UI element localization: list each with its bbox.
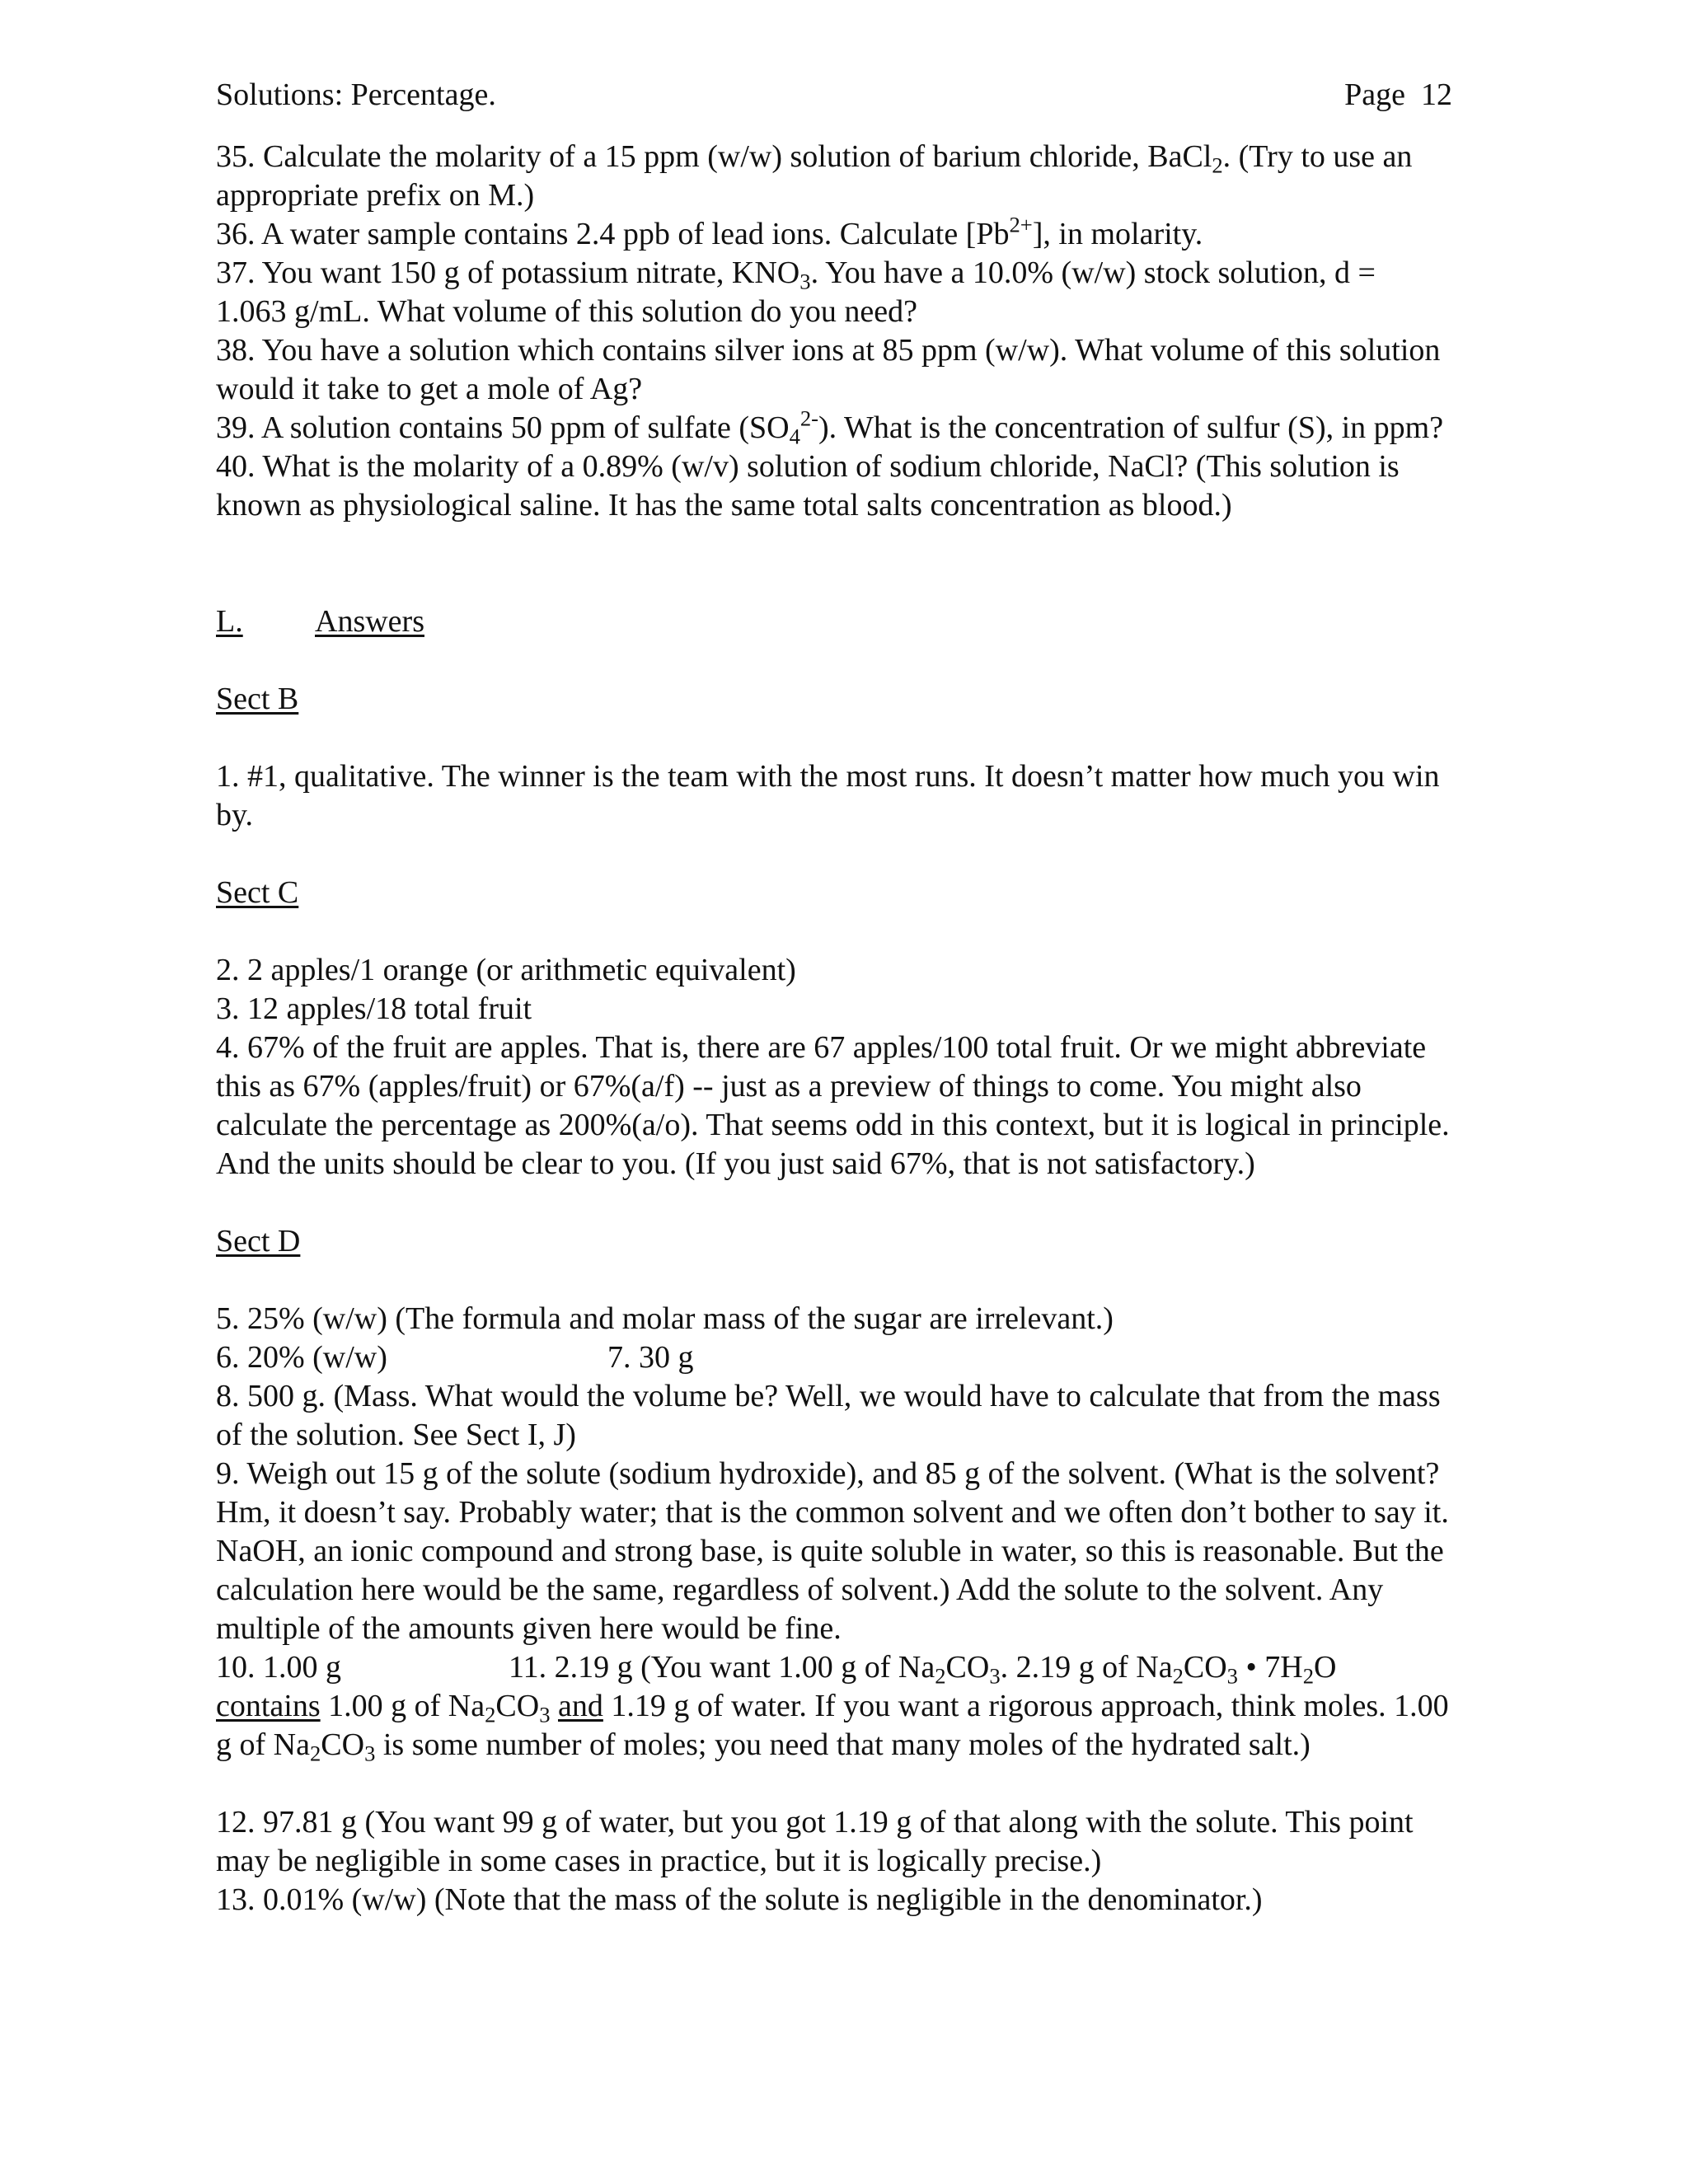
sect-b-heading: Sect B xyxy=(216,682,299,716)
spacer xyxy=(216,719,1452,757)
answer-11-and: and xyxy=(558,1689,603,1723)
problem-40: 40. What is the molarity of a 0.89% (w/v) solution of sodium chloride, NaCl? (This solution is known as physiological saline. It has the same total salts concentration as blood.) xyxy=(216,449,1400,523)
problem-39 xyxy=(216,405,1452,449)
subscript: 2 xyxy=(1212,152,1223,178)
superscript: 2- xyxy=(799,405,819,431)
answer-11-text: CO xyxy=(495,1689,540,1723)
spacer xyxy=(216,1765,1452,1803)
answer-1: 1. #1, qualitative. The winner is the team with the most runs. It doesn’t matter how much you win by. xyxy=(216,759,1440,832)
problem-37 xyxy=(216,254,1452,331)
subscript: 4 xyxy=(789,424,800,449)
answer-11-contains: contains xyxy=(216,1689,321,1723)
answer-11-text: . 2.19 g of Na xyxy=(1000,1650,1173,1685)
answer-10: 10. 1.00 g xyxy=(216,1650,341,1685)
subscript: 3 xyxy=(539,1702,551,1727)
subscript: 2 xyxy=(935,1663,946,1689)
answer-12: 12. 97.81 g (You want 99 g of water, but you got 1.19 g of that along with the solute. This point may be negligible in some cases in practice, but it is logically precise.) xyxy=(216,1805,1414,1878)
page-header xyxy=(216,76,1452,115)
page-label: Page xyxy=(1344,77,1405,112)
answer-11-text: • 7H xyxy=(1237,1650,1303,1685)
answer-11-text: 11. 2.19 g (You want 1.00 g of Na xyxy=(509,1650,935,1685)
spacer xyxy=(216,912,1452,951)
answer-7: 7. 30 g xyxy=(607,1340,694,1375)
answer-11-text: 1.19 g of water. If you want a rigorous approach, think moles. 1.00 g of Na xyxy=(216,1689,1449,1762)
answers-10-11 xyxy=(216,1648,1452,1765)
subscript: 2 xyxy=(1172,1663,1184,1689)
subscript: 2 xyxy=(1302,1663,1315,1689)
answer-11 xyxy=(509,1650,1337,1689)
subscript: 3 xyxy=(1226,1663,1238,1689)
spacer xyxy=(216,835,1452,874)
answer-4: 4. 67% of the fruit are apples. That is, there are 67 apples/100 total fruit. Or we might abbreviate this as 67% (apples/fruit) or 67%(a/f) -- just as a preview of things to come. You might also calculate the percentage as 200%(a/o). That seems odd in this context, but it is logical in principle. And the units should be clear to you. (If you just said 67%, that is not satisfactory.) xyxy=(216,1030,1450,1181)
answer-11-text: O xyxy=(1314,1650,1337,1685)
subscript: 2 xyxy=(485,1702,496,1727)
answer-8: 8. 500 g. (Mass. What would the volume be? Well, we would have to calculate that from the mass of the solution. See Sect I, J) xyxy=(216,1379,1441,1452)
answers-heading xyxy=(216,602,1452,641)
sect-d-heading: Sect D xyxy=(216,1224,301,1258)
document-title: Solutions: Percentage. xyxy=(216,77,496,112)
subscript: 2 xyxy=(309,1741,321,1766)
answer-11-text: 1.00 g of Na xyxy=(320,1689,485,1723)
problem-35-text: 35. Calculate the molarity of a 15 ppm (w/w) solution of barium chloride, BaCl xyxy=(216,139,1212,174)
answers-6-7 xyxy=(216,1338,1452,1377)
spacer xyxy=(216,525,1452,602)
problem-38: 38. You have a solution which contains silver ions at 85 ppm (w/w). What volume of this solution would it take to get a mole of Ag? xyxy=(216,333,1441,406)
problem-37-text-end: . You have a 10.0% (w/w) stock solution, d = 1.063 g/mL. What volume of this solution do you need? xyxy=(216,255,1376,329)
page-number-value: 12 xyxy=(1421,77,1452,112)
problem-35 xyxy=(216,138,1452,215)
answer-5: 5. 25% (w/w) (The formula and molar mass of the sugar are irrelevant.) xyxy=(216,1301,1114,1336)
answer-11-text: CO xyxy=(1183,1650,1227,1685)
spacer xyxy=(216,1183,1452,1222)
problem-37-text: 37. You want 150 g of potassium nitrate, KNO xyxy=(216,255,800,290)
problem-36-text-end: ], in molarity. xyxy=(1032,217,1203,251)
answer-11-text: CO xyxy=(321,1727,365,1762)
answer-11-text: is some number of moles; you need that many moles of the hydrated salt.) xyxy=(375,1727,1311,1762)
answer-3: 3. 12 apples/18 total fruit xyxy=(216,991,532,1026)
answers-section-title: Answers xyxy=(315,604,424,639)
answer-2: 2. 2 apples/1 orange (or arithmetic equivalent) xyxy=(216,953,796,987)
sect-c-heading: Sect C xyxy=(216,875,299,910)
problem-39-text: 39. A solution contains 50 ppm of sulfate (SO xyxy=(216,410,790,445)
subscript: 3 xyxy=(989,1663,1001,1689)
document-page xyxy=(216,76,1452,1919)
spacer xyxy=(216,1261,1452,1300)
page-number xyxy=(1344,76,1452,115)
subscript: 3 xyxy=(364,1741,376,1766)
answers-section-letter: L. xyxy=(216,604,243,639)
subscript: 3 xyxy=(799,269,811,294)
problem-35-text-end: . (Try to use an appropriate prefix on M.) xyxy=(216,139,1413,213)
spacer xyxy=(216,641,1452,680)
answer-13: 13. 0.01% (w/w) (Note that the mass of the solute is negligible in the denominator.) xyxy=(216,1882,1263,1917)
superscript: 2+ xyxy=(1009,212,1033,237)
problem-36-text: 36. A water sample contains 2.4 ppb of lead ions. Calculate [Pb xyxy=(216,217,1010,251)
answer-9: 9. Weigh out 15 g of the solute (sodium hydroxide), and 85 g of the solvent. (What is the solvent? Hm, it doesn’t say. Probably water; that is the common solvent and we often don’t bother to say it. NaOH, an ionic compound and strong base, is quite soluble in water, so this is reasonable. But the calculation here would be the same, regardless of solvent.) Add the solute to the solvent. Any multiple of the amounts given here would be fine. xyxy=(216,1456,1449,1646)
answer-11-text: CO xyxy=(945,1650,990,1685)
problem-39-text-end: ). What is the concentration of sulfur (S), in ppm? xyxy=(818,410,1444,445)
problem-36 xyxy=(216,212,1452,254)
answer-6: 6. 20% (w/w) xyxy=(216,1340,387,1375)
